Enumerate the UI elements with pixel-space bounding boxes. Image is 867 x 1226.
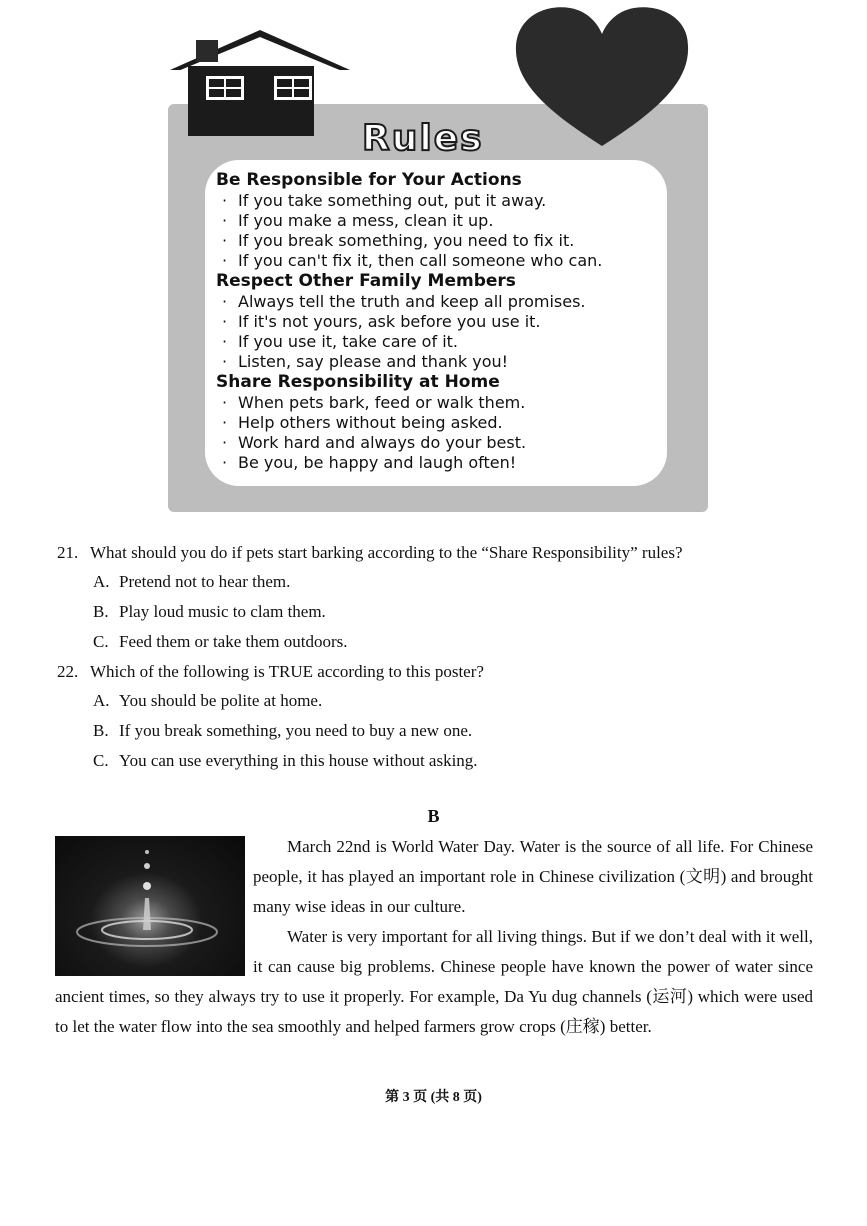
rules-item: · Be you, be happy and laugh often!	[222, 453, 517, 472]
page-number: 第 3 页 (共 8 页)	[385, 1090, 482, 1105]
answer-option: A. You should be polite at home.	[93, 691, 323, 710]
house-chimney	[196, 40, 218, 62]
rules-item: · If you make a mess, clean it up.	[222, 211, 494, 230]
rules-item: · Listen, say please and thank you!	[222, 352, 509, 371]
house-window	[274, 76, 312, 100]
answer-option: B. If you break something, you need to buy a new one.	[93, 721, 473, 740]
reading-passage	[55, 832, 813, 1042]
rules-item: · Work hard and always do your best.	[222, 433, 527, 452]
rules-section-heading: Be Responsible for Your Actions	[216, 170, 522, 190]
house-window	[206, 76, 244, 100]
rules-section-heading: Respect Other Family Members	[216, 271, 516, 291]
passage-paragraph: Water is very important for all living things. But if we don’t deal with it well, it can cause big problems. Chinese people have known the power of water since ancient times, so they always try to use it properly. For example, Da Yu dug channels (运河) which were used to let the water flow into the sea smoothly and helped farmers grow crops (庄稼) better.	[55, 927, 813, 1036]
answer-option: C. You can use everything in this house without asking.	[93, 751, 478, 770]
rules-item: · Help others without being asked.	[222, 413, 503, 432]
passage-paragraph: March 22nd is World Water Day. Water is the source of all life. For Chinese people, it has played an important role in Chinese civilization (文明) and brought many wise ideas in our culture.	[253, 837, 813, 916]
question-21: 21. What should you do if pets start barking according to the “Share Responsibility” rules?	[57, 543, 683, 562]
rules-item: · If you break something, you need to fix it.	[222, 231, 575, 250]
house-icon	[188, 66, 314, 136]
rules-item: · Always tell the truth and keep all promises.	[222, 292, 586, 311]
rules-section-heading: Share Responsibility at Home	[216, 372, 500, 392]
answer-option: A. Pretend not to hear them.	[93, 572, 291, 591]
rules-item: · If it's not yours, ask before you use it.	[222, 312, 541, 331]
poster-title: Rules	[362, 118, 484, 159]
section-heading: B	[427, 806, 440, 826]
rules-item: · If you take something out, put it away.	[222, 191, 547, 210]
answer-option: C. Feed them or take them outdoors.	[93, 632, 348, 651]
questions	[57, 538, 837, 776]
rules-item: · If you use it, take care of it.	[222, 332, 458, 351]
rules-item: · If you can't fix it, then call someone who can.	[222, 251, 603, 270]
rules-item: · When pets bark, feed or walk them.	[222, 393, 526, 412]
answer-option: B. Play loud music to clam them.	[93, 602, 326, 621]
question-22: 22. Which of the following is TRUE according to this poster?	[57, 662, 484, 681]
heart-icon	[512, 4, 692, 154]
rules-list	[216, 170, 656, 473]
